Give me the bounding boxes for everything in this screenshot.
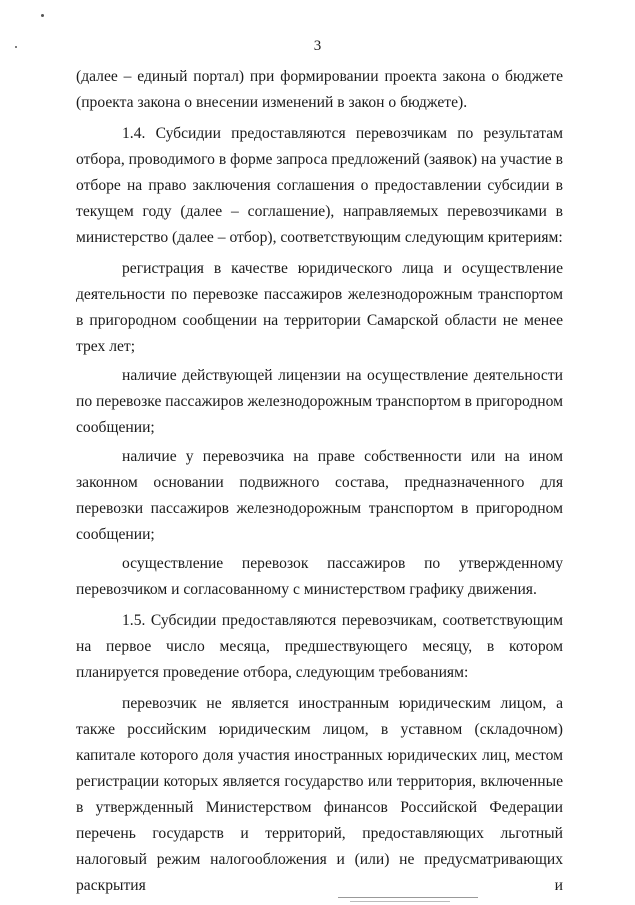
paragraph-clause-1-4: 1.4. Субсидии предоставляются перевозчикам по результатам отбора, проводимого в форме запроса предложений (заявок) на участие в отборе на право заключения соглашения о предоставлении субсидии в текущем году (далее – соглашение), направляемых перевозчиками в министерство (далее – отбор), соответствующим следующим критериям: bbox=[76, 125, 563, 246]
scan-artifact-line bbox=[350, 901, 450, 902]
scan-artifact-line bbox=[338, 897, 478, 898]
paragraph-criterion-rolling-stock: наличие у перевозчика на праве собственности или на ином законном основании подвижного состава, предназначенного для перевозки пассажиров железнодорожным транспортом в пригородном сообщении; bbox=[76, 448, 563, 543]
paragraph-clause-1-5: 1.5. Субсидии предоставляются перевозчикам, соответствующим на первое число месяца, предшествующего месяцу, в котором планируется проведение отбора, следующим требованиям: bbox=[76, 612, 563, 681]
paragraph-criterion-license: наличие действующей лицензии на осуществление деятельности по перевозке пассажиров железнодорожным транспортом в пригородном сообщении; bbox=[76, 367, 563, 436]
page-number: 3 bbox=[313, 38, 322, 54]
document-body bbox=[76, 64, 563, 899]
paragraph-criterion-registration: регистрация в качестве юридического лица и осуществление деятельности по перевозке пассажиров железнодорожным транспортом в пригородном сообщении на территории Самарской области не менее трех лет; bbox=[76, 260, 563, 355]
paragraph-continuation: (далее – единый портал) при формировании проекта закона о бюджете (проекта закона о внесении изменений в закон о бюджете). bbox=[76, 68, 563, 111]
paragraph-requirement-foreign-entity: перевозчик не является иностранным юридическим лицом, а также российским юридическим лицом, в уставном (складочном) капитале которого доля участия иностранных юридических лиц, местом регистрации которых является государство или территория, включенные в утвержденный Министерством финансов Российской Федерации перечень государств и территорий, предоставляющих льготный налоговый режим налогообложения и (или) не предусматривающих раскрытия и bbox=[76, 695, 563, 894]
scan-artifact-dot bbox=[41, 14, 44, 17]
paragraph-criterion-schedule: осуществление перевозок пассажиров по утвержденному перевозчиком и согласованному с министерством графику движения. bbox=[76, 555, 563, 598]
